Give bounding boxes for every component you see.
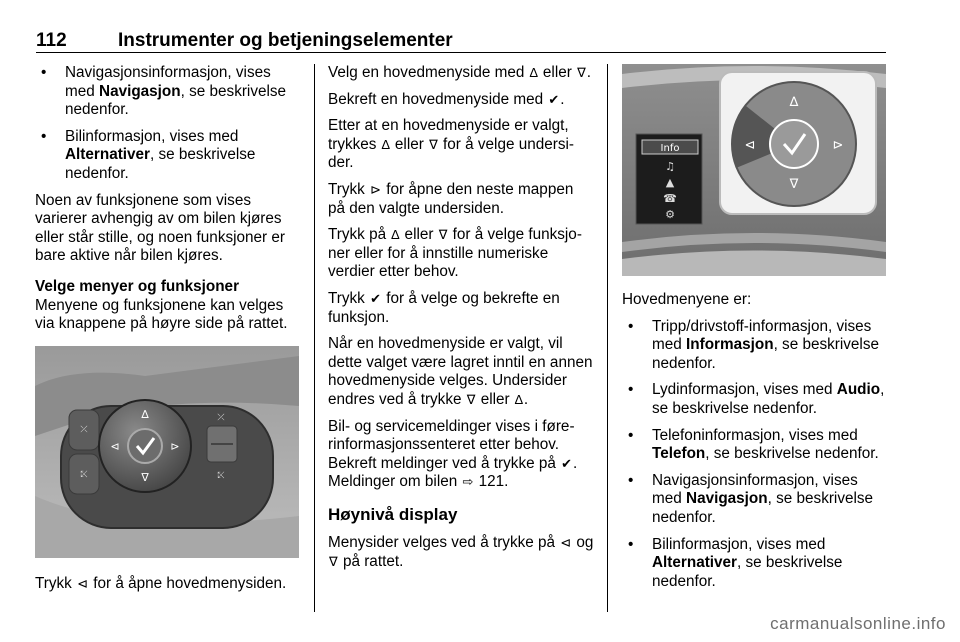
svg-text:⤪: ⤪ xyxy=(217,470,225,481)
paragraph: Trykk ⊳ for åpne den neste mappen på den valgte undersiden. xyxy=(328,180,574,217)
left-arrow-button-icon: ⊲ xyxy=(560,535,572,551)
page-reference-arrow-icon: ⇨ xyxy=(462,474,474,490)
list-item: • Lydinformasjon, vises med Audio, se beskrivelse nedenfor. xyxy=(622,381,888,418)
display-figure xyxy=(622,64,886,281)
svg-text:⤫: ⤫ xyxy=(217,412,225,423)
paragraph: Noen av funksjonene som vises varierer avhengig av om bilen kjøres eller står stille, og noen funksjoner er bare aktive når bilen kjøres. xyxy=(35,191,285,265)
steering-wheel-figure xyxy=(35,346,299,564)
up-arrow-icon: ∆ xyxy=(381,136,390,152)
left-arrow-button-icon: ⊲ xyxy=(77,576,88,592)
svg-text:▲: ▲ xyxy=(665,176,675,189)
svg-text:⚙: ⚙ xyxy=(665,208,675,221)
page-number: 112 xyxy=(36,30,67,51)
list-item: • Navigasjonsinformasjon, vises med Navigasjon, se beskrivelse nedenfor. xyxy=(622,472,888,528)
list-item: • Telefoninformasjon, vises med Telefon, se beskrivelse nedenfor. xyxy=(622,427,888,464)
svg-text:♫: ♫ xyxy=(665,160,675,173)
down-arrow-icon: ∇ xyxy=(429,136,438,152)
column-divider xyxy=(314,64,315,612)
section-heading: Høynivå display xyxy=(328,504,458,524)
svg-text:∆: ∆ xyxy=(141,407,149,421)
subheading: Velge menyer og funksjoner xyxy=(35,277,240,295)
up-arrow-icon: ∆ xyxy=(391,227,400,243)
svg-text:⊲: ⊲ xyxy=(110,439,120,453)
list-item: • Navigasjonsinformasjon, vises med Navigasjon, se beskrivelse nedenfor. xyxy=(35,64,299,120)
main-menu-list xyxy=(622,318,888,592)
paragraph: Når en hovedmenyside er valgt, vil dette valget være lagret inntil en annen hovedmenyside velges. Undersider endres ved å trykke ∇ eller ∆. xyxy=(328,335,593,408)
paragraph: Menysider velges ved å trykke på ⊲ og ∇ på rattet. xyxy=(328,534,594,571)
paragraph: Etter at en hovedmenyside er valgt, trykkes ∆ eller ∇ for å velge undersider. xyxy=(328,117,574,172)
info-menu-label: Info xyxy=(660,143,680,154)
paragraph: Hovedmenyene er: xyxy=(622,291,752,308)
svg-text:∇: ∇ xyxy=(789,177,799,192)
paragraph: Menyene og funksjonene kan velges via knappene på høyre side på rattet. xyxy=(35,296,288,333)
right-arrow-icon: ⊳ xyxy=(370,181,381,197)
checkmark-icon: ✔ xyxy=(561,455,573,471)
page-header xyxy=(36,30,888,52)
down-arrow-icon: ∇ xyxy=(438,227,448,243)
column-divider xyxy=(607,64,608,612)
column-left xyxy=(35,64,299,602)
svg-text:∇: ∇ xyxy=(141,470,149,484)
paragraph: Trykk på ∆ eller ∇ for å velge funksjoner eller for å innstille numeriske verdier etter behov. xyxy=(328,226,582,281)
svg-text:⤪: ⤪ xyxy=(80,469,88,480)
watermark: carmanualsonline.info xyxy=(770,614,946,633)
svg-text:⊳: ⊳ xyxy=(832,138,844,153)
checkmark-icon: ✔ xyxy=(548,91,560,107)
svg-text:☎: ☎ xyxy=(663,192,677,205)
checkmark-icon: ✔ xyxy=(370,290,381,306)
up-arrow-icon: ∆ xyxy=(529,65,538,80)
bullet-list xyxy=(35,64,299,184)
down-arrow-icon: ∇ xyxy=(577,65,586,80)
svg-text:⊲: ⊲ xyxy=(744,138,756,153)
up-arrow-icon: ∆ xyxy=(514,391,523,407)
svg-text:⤫: ⤫ xyxy=(80,424,88,435)
paragraph: Bekreft en hovedmenyside med ✔. xyxy=(328,90,565,108)
instrument-display-illustration xyxy=(622,64,886,276)
figure-caption: Trykk ⊲ for å åpne hovedmenysiden. xyxy=(35,575,287,593)
list-item: • Tripp/drivstoff-informasjon, vises med Informasjon, se beskrivelse nedenfor. xyxy=(622,318,888,374)
page-title: Instrumenter og betjeningselementer xyxy=(118,30,453,51)
column-right xyxy=(622,291,888,599)
list-item: • Bilinformasjon, vises med Alternativer, se beskrivelse nedenfor. xyxy=(622,536,888,592)
list-item: • Bilinformasjon, vises med Alternativer, se beskrivelse nedenfor. xyxy=(35,128,299,184)
svg-text:∆: ∆ xyxy=(789,95,799,110)
svg-text:⊳: ⊳ xyxy=(170,439,180,453)
header-rule xyxy=(36,52,886,53)
paragraph: Trykk ✔ for å velge og bekrefte en funksjon. xyxy=(328,289,560,326)
down-arrow-icon: ∇ xyxy=(329,554,338,570)
paragraph: Velg en hovedmenyside med ∆ eller ∇. xyxy=(328,64,592,81)
down-arrow-icon: ∇ xyxy=(466,391,476,407)
column-middle xyxy=(328,64,594,580)
steering-wheel-controls-illustration xyxy=(35,346,299,558)
paragraph: Bil- og servicemeldinger vises i førerinformasjonssenteret etter behov. Bekreft meldinger ved å trykke på ✔. Meldinger om bilen ⇨ 121. xyxy=(328,417,578,491)
